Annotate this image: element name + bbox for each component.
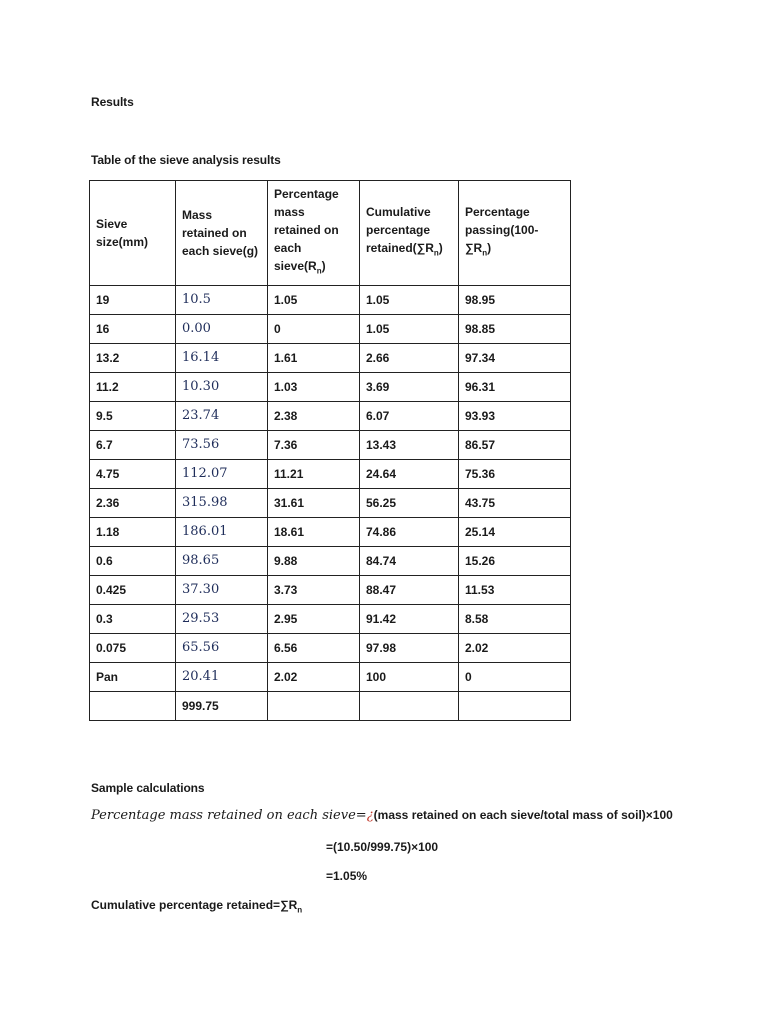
percentage-mass-cell: 1.61 — [268, 344, 360, 373]
sieve-size-cell: 16 — [90, 315, 176, 344]
percentage-passing-cell: 98.95 — [459, 286, 571, 315]
table-row — [90, 315, 571, 344]
mass-retained-cell: 23.74 — [176, 402, 268, 431]
table-row — [90, 605, 571, 634]
empty-cell — [459, 692, 571, 721]
table-row — [90, 286, 571, 315]
percentage-passing-cell: 43.75 — [459, 489, 571, 518]
percentage-mass-cell: 1.03 — [268, 373, 360, 402]
percentage-mass-cell: 2.02 — [268, 663, 360, 692]
sieve-size-cell: 1.18 — [90, 518, 176, 547]
percentage-passing-cell: 11.53 — [459, 576, 571, 605]
mass-retained-cell: 73.56 — [176, 431, 268, 460]
percentage-passing-cell: 97.34 — [459, 344, 571, 373]
empty-cell — [360, 692, 459, 721]
sieve-size-cell: 0.3 — [90, 605, 176, 634]
cumulative-percentage-cell: 91.42 — [360, 605, 459, 634]
table-row — [90, 489, 571, 518]
table-body — [90, 286, 571, 721]
sieve-size-cell: 0.6 — [90, 547, 176, 576]
mass-retained-cell: 112.07 — [176, 460, 268, 489]
percentage-mass-cell: 1.05 — [268, 286, 360, 315]
calculation-step-2: =1.05% — [326, 869, 368, 883]
cumulative-percentage-cell: 3.69 — [360, 373, 459, 402]
header-sieve-size: Sieve size(mm) — [90, 181, 176, 286]
table-caption: Table of the sieve analysis results — [91, 153, 281, 167]
mass-retained-cell: 0.00 — [176, 315, 268, 344]
table-row — [90, 576, 571, 605]
mass-retained-cell: 65.56 — [176, 634, 268, 663]
sieve-size-cell: 0.075 — [90, 634, 176, 663]
mass-retained-cell: 10.30 — [176, 373, 268, 402]
sieve-size-cell: Pan — [90, 663, 176, 692]
table-row — [90, 547, 571, 576]
table-header-row — [90, 181, 571, 286]
cumulative-percentage-cell: 1.05 — [360, 286, 459, 315]
cumulative-percentage-cell: 84.74 — [360, 547, 459, 576]
formula-equals: = — [355, 808, 367, 823]
cumulative-percentage-cell: 88.47 — [360, 576, 459, 605]
cumulative-percentage-cell: 100 — [360, 663, 459, 692]
header-mass-retained: Mass retained on each sieve(g) — [176, 181, 268, 286]
table-row — [90, 373, 571, 402]
empty-cell — [90, 692, 176, 721]
formula-rest: (mass retained on each sieve/total mass of soil)×100 — [373, 808, 673, 822]
sieve-size-cell: 2.36 — [90, 489, 176, 518]
table-row — [90, 634, 571, 663]
header-percentage-passing: Percentage $passing(100-\sum R_n)$ — [459, 181, 571, 286]
table-row — [90, 431, 571, 460]
percentage-passing-cell: 98.85 — [459, 315, 571, 344]
mass-retained-cell: 37.30 — [176, 576, 268, 605]
mass-retained-cell: 98.65 — [176, 547, 268, 576]
formula-italic-text: Percentage mass retained on each sieve — [91, 808, 356, 823]
percentage-mass-cell: 11.21 — [268, 460, 360, 489]
calculation-step-1: =(10.50/999.75)×100 — [326, 840, 439, 854]
table-row — [90, 402, 571, 431]
header-cumulative-percentage: Cumulative percentage $retained(\sum R_n)$ — [360, 181, 459, 286]
table-row — [90, 344, 571, 373]
cumulative-percentage-cell: 97.98 — [360, 634, 459, 663]
sieve-analysis-table — [89, 180, 571, 721]
percentage-mass-cell: 31.61 — [268, 489, 360, 518]
percentage-passing-cell: 25.14 — [459, 518, 571, 547]
table-row — [90, 663, 571, 692]
table-total-row — [90, 692, 571, 721]
sieve-size-cell: 19 — [90, 286, 176, 315]
cumulative-percentage-cell: 24.64 — [360, 460, 459, 489]
sample-calculations-heading: Sample calculations — [91, 781, 205, 795]
percentage-passing-cell: 93.93 — [459, 402, 571, 431]
sieve-size-cell: 4.75 — [90, 460, 176, 489]
cumulative-percentage-cell: 6.07 — [360, 402, 459, 431]
table-row — [90, 518, 571, 547]
sieve-size-cell: 13.2 — [90, 344, 176, 373]
percentage-passing-cell: 86.57 — [459, 431, 571, 460]
percentage-mass-cell: 2.38 — [268, 402, 360, 431]
cumulative-percentage-cell: 56.25 — [360, 489, 459, 518]
empty-cell — [268, 692, 360, 721]
percentage-mass-cell: 7.36 — [268, 431, 360, 460]
mass-retained-cell: 16.14 — [176, 344, 268, 373]
percentage-passing-cell: 96.31 — [459, 373, 571, 402]
cumulative-percentage-cell: 74.86 — [360, 518, 459, 547]
sieve-size-cell: 6.7 — [90, 431, 176, 460]
sieve-size-cell: 9.5 — [90, 402, 176, 431]
percentage-mass-cell: 18.61 — [268, 518, 360, 547]
percentage-mass-cell: 6.56 — [268, 634, 360, 663]
formula-line — [91, 808, 673, 823]
cumulative-formula: Cumulative percentage $retained=\sum R_n$ — [91, 898, 303, 915]
results-heading: Results — [91, 95, 134, 109]
sieve-size-cell: 11.2 — [90, 373, 176, 402]
sieve-size-cell: 0.425 — [90, 576, 176, 605]
percentage-mass-cell: 0 — [268, 315, 360, 344]
mass-retained-cell: 315.98 — [176, 489, 268, 518]
percentage-passing-cell: 8.58 — [459, 605, 571, 634]
mass-retained-cell: 186.01 — [176, 518, 268, 547]
percentage-passing-cell: 0 — [459, 663, 571, 692]
cumulative-percentage-cell: 2.66 — [360, 344, 459, 373]
percentage-mass-cell: 9.88 — [268, 547, 360, 576]
table-row — [90, 460, 571, 489]
mass-retained-cell: 29.53 — [176, 605, 268, 634]
percentage-passing-cell: 15.26 — [459, 547, 571, 576]
percentage-mass-cell: 3.73 — [268, 576, 360, 605]
cumulative-percentage-cell: 13.43 — [360, 431, 459, 460]
header-percentage-mass: Percentage mass retained on each $sieve(R_n)$ — [268, 181, 360, 286]
cumulative-percentage-cell: 1.05 — [360, 315, 459, 344]
mass-retained-cell: 10.5 — [176, 286, 268, 315]
percentage-mass-cell: 2.95 — [268, 605, 360, 634]
percentage-passing-cell: 2.02 — [459, 634, 571, 663]
mass-retained-cell: 20.41 — [176, 663, 268, 692]
percentage-passing-cell: 75.36 — [459, 460, 571, 489]
formula-glyph: ¿ — [366, 808, 374, 823]
total-mass-cell: 999.75 — [176, 692, 268, 721]
